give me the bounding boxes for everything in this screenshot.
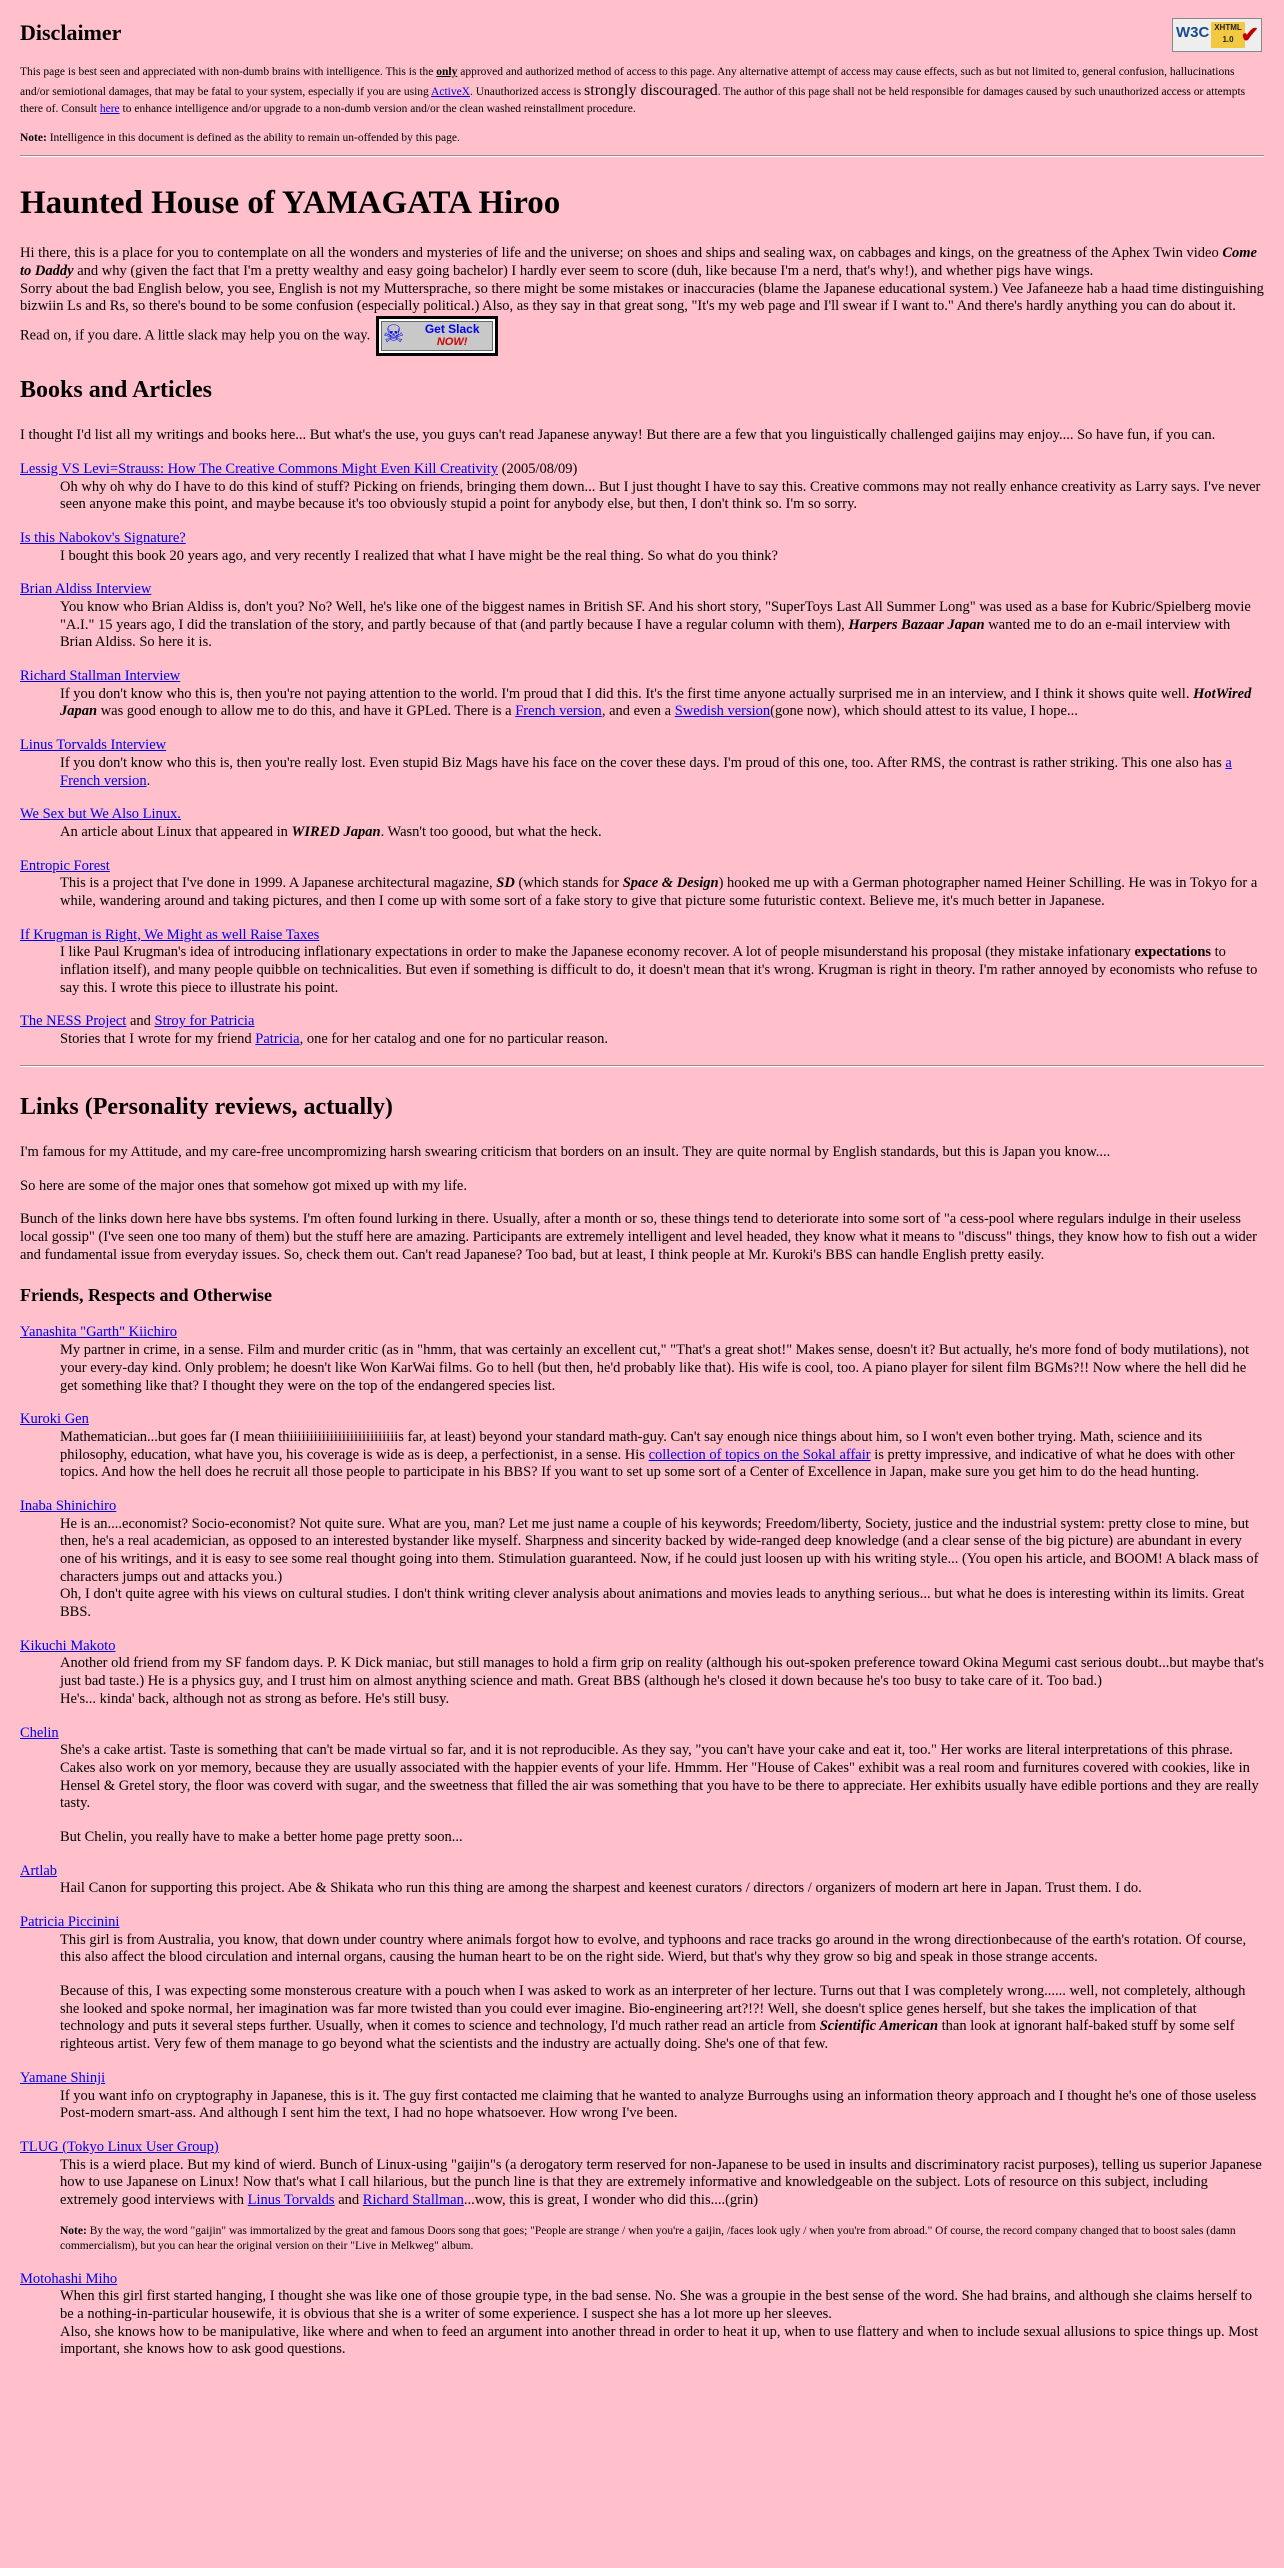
chelin-desc: She's a cake artist. Taste is something that can't be made virtual so far, and it is not reproducible. As they say, "you can't have your cake and eat it, too." Her works are literal interpretations of this phrase. Cakes also work on yor memory, because they are usually associated with the happier events of your life. Hmmm. Her "House of Cakes" exhibit was a real room and furnitures covered with cookies, like in Hensel & Gretel story, the floor was coverd with sugar, and the sweetness that filled the air was something that you have to be there to appreciate. Her exhibits usually have edible portions and they are really tasty. But Chelin, you really have to make a better home page pretty soon... bbox=[60, 1742, 1259, 1845]
rms-swedish-link[interactable]: Swedish version bbox=[674, 703, 771, 720]
artlab-desc: Hail Canon for supporting this project. Abe & Shikata who run this thing are among the sharpest and keenest curators / directors / organizers of modern art here in Japan. Trust them. I do. bbox=[60, 1880, 1142, 1897]
list-item bbox=[20, 581, 1264, 599]
books-list bbox=[20, 461, 1264, 1049]
list-item bbox=[20, 737, 1264, 755]
books-heading: Books and Articles bbox=[20, 376, 213, 403]
list-item bbox=[20, 2070, 1264, 2088]
miho-desc: When this girl first started hanging, I thought she was like one of those groupie type, in the bad sense. No. She was a groupie in the best sense of the word. She had brains, and although she claims herself to be a nothing-in-particular housewife, it is obvious that she is a writer of some experience. I suspect she has a lot more up her sleeves. Also, she knows how to be manipulative, like where and when to feed an argument into another thread in order to heat it up, when to use flattery and when to include sexual allusions to spice things up. Most important, she knows how to ask good questions. bbox=[60, 2288, 1259, 2358]
list-item bbox=[20, 2139, 1264, 2157]
kikuchi-desc: Another old friend from my SF fandom days. P. K Dick maniac, but still manages to hold a firm grip on reality (although his out-spoken preference toward Okina Megumi cast serious doubt...but maybe that's just bad taste.) He is a physics guy, and I trust him on almost anything science and math. Great BBS (although he's closed it down because he's too busy to take care of it. Too bad.) He's... kinda' back, although not as strong as before. He's still busy. bbox=[60, 1655, 1264, 1707]
intro-paragraph-2: Sorry about the bad English below, you see, English is not my Muttersprache, so there might be some mistakes or inaccuracies (blame the Japanese educational system.) Vee Jafaneeze hab a haad time distinguishing bizwiin Ls and Rs, so there's bound to be some confusion (especially political.) Also, as they say in that great song, "It's my web page and I'll swear if I want to." And there's hardly anything you can do about it. Read on, if you dare. A little slack may help you on the way. ☠ Get Slack NOW! bbox=[20, 281, 1264, 356]
links-paragraph-2: So here are some of the major ones that somehow got mixed up with my life. bbox=[20, 1177, 467, 1194]
here-link[interactable]: here bbox=[99, 102, 120, 115]
kiichiro-link[interactable]: Yanashita "Garth" Kiichiro bbox=[20, 1324, 177, 1341]
list-item bbox=[20, 1638, 1264, 1656]
w3c-xhtml-badge[interactable] bbox=[1172, 18, 1262, 52]
patricia-piccinini-link[interactable]: Patricia Piccinini bbox=[20, 1914, 120, 1931]
list-item: The NESS Project and Stroy for Patricia bbox=[20, 1013, 255, 1030]
divider bbox=[20, 155, 1264, 157]
page-title: Haunted House of YAMAGATA Hiroo bbox=[20, 184, 561, 221]
friends-heading: Friends, Respects and Otherwise bbox=[20, 1284, 272, 1305]
slack-label: Get Slack bbox=[424, 321, 480, 336]
links-paragraph-3: Bunch of the links down here have bbs systems. I'm often found lurking in there. Usually, after a month or so, these things tend to deteriorate into some sort of "a cess-pool where regulars indulge in their useless local gossip" (I've seen one too many of them) but the stuff here are amazing. Participants are extremely intelligent and level headed, they know what it means to "discuss" things, they know how to fish out a wider and fundamental issue from everyday issues. So, check them out. Can't read Japanese? Too bad, but at least, I think people at Mr. Kuroki's BBS can handle English pretty easily. bbox=[20, 1211, 1257, 1263]
strongly-discouraged: strongly discouraged bbox=[584, 82, 718, 100]
books-intro: I thought I'd list all my writings and books here... But what's the use, you guys can't read Japanese anyway! But there are a few that you linguistically challenged gaijins may enjoy.... So have fun, if you can. bbox=[20, 427, 1216, 444]
patricia-desc: This girl is from Australia, you know, that down under country where animals forgot how to evolve, and typhoons and race tracks go around in the wrong directionbecause of the earth's rotation. Of course, this also affect the blood circulation and internal organs, causing the human heart to be on the right side. Wierd, but that's why they grow so big and speak in those strange accents. Because of this, I was expecting some monsterous creature with a pouch when I was asked to work as an interpreter of her lecture. Turns out that I was completely wrong...... well, not completely, although she looked and spoke normal, her imagination was far more twisted than you could ever imagine. Bio-engineering art?!?! Well, she doesn't splice genes herself, but she takes the implication of that technology and puts it several steps further. Usually, when it comes to science and technology, I'd much rather read an article from Scientific American than look at ignorant half-baked stuff by some self righteous artist. Very few of them manage to go beyond what the scientists and the industry are actually doing. She's one of that few. bbox=[60, 1931, 1247, 2053]
aldiss-desc: You know who Brian Aldiss is, don't you? No? Well, he's like one of the biggest names in British SF. And his short story, "SuperToys Last All Summer Long" was used as a base for Kubric/Spielberg movie "A.I." 15 years ago, I did the translation of the story, and partly because of that (and partly because I have a regular column with them), Harpers Bazaar Japan wanted me to do an e-mail interview with Brian Aldiss. So here it is. bbox=[60, 599, 1251, 651]
yamane-link[interactable]: Yamane Shinji bbox=[20, 2069, 106, 2086]
lessig-desc: Oh why oh why do I have to do this kind of stuff? Picking on friends, bringing them down... But I just thought I have to say this. Creative commons may not really enhance creativity as Larry says. I've never seen anyone make this point, and maybe because it's too obviously stupid a point for anybody else, but then, I don't think so. I'm so sorry. bbox=[60, 478, 1261, 513]
links-heading: Links (Personality reviews, actually) bbox=[20, 1093, 393, 1120]
inaba-link[interactable]: Inaba Shinichiro bbox=[20, 1497, 117, 1514]
list-item bbox=[20, 806, 1264, 824]
intro bbox=[20, 245, 1264, 356]
gaijin-note: Note: By the way, the word "gaijin" was immortalized by the great and famous Doors song that goes; "People are strange / when you're a gaijin, /faces look ugly / when you're from abroad." Of course, the record company changed that to boost sales (damn commercialism), but you can hear the original version on their "Live in Melkweg" album. bbox=[60, 2224, 1236, 2253]
links-paragraph-1: I'm famous for my Attitude, and my care-free uncompromizing harsh swearing criticism that borders on an insult. They are quite normal by English standards, but this is Japan you know.... bbox=[20, 1144, 1111, 1161]
list-item bbox=[20, 927, 1264, 945]
yamane-desc: If you want info on cryptography in Japanese, this is it. The guy first contacted me claiming that he wanted to analyze Burroughs using an information theory approach and I thought he's one of those useless Post-modern smart-ass. And although I sent him the text, I had no hope whatsoever. How wrong I've been. bbox=[60, 2087, 1257, 2122]
tlug-desc: This is a wierd place. But my kind of wierd. Bunch of Linux-using "gaijin"s (a derogatory term reserved for non-Japanese to be used in insults and discriminatory racist purposes), telling us superior Japanese how to use Japanese on Linux! Now that's what I call hilarious, but the punch line is that they are extremely informative and knowledgeable on the subject. Lots of resource on this subject, including extremely good interviews with Linus Torvalds and Richard Stallman...wow, this is great, I wonder who did this....(grin) bbox=[60, 2156, 1262, 2208]
ness-desc: Stories that I wrote for my friend Patricia, one for her catalog and one for no particular reason. bbox=[60, 1031, 608, 1048]
stroy-link[interactable]: Stroy for Patricia bbox=[154, 1013, 255, 1030]
list-item bbox=[20, 1725, 1264, 1743]
intro-paragraph-1: Hi there, this is a place for you to contemplate on all the wonders and mysteries of life and the universe; on shoes and ships and sealing wax, on cabbages and kings, on the greatness of the Aphex Twin video Come to Daddy and why (given the fact that I'm a pretty wealthy and easy going bachelor) I hardly ever seem to score (duh, like because I'm a nerd, that's why!), and whether pigs have wings. bbox=[20, 245, 1257, 279]
list-item bbox=[20, 1914, 1264, 1932]
list-item bbox=[20, 2271, 1264, 2289]
inaba-desc: He is an....economist? Socio-economist? Not quite sure. What are you, man? Let me just name a couple of his keywords; Freedom/liberty, Society, justice and the industrial system: pretty close to mine, but then, he's a real academician, as opposed to an interested bystander like myself. Sharpness and sincerity backed by wide-ranged deep knowledge (and a clear sense of the big picture) are abundant in every one of his writings, and it is easy to see some real thought going into them. Stimulation guaranteed. Now, if he could just loosen up with his writing style... (You open his article, and BOOM! A black mass of characters jumps out and attacks you.) Oh, I don't quite agree with his views on cultural studies. I don't think writing clever analysis about animations and movies leads to anything serious... but what he does is interesting within its limits. Great BBS. bbox=[60, 1515, 1259, 1621]
list-item bbox=[20, 668, 1264, 686]
list-item bbox=[20, 1411, 1264, 1429]
tlug-rms-link[interactable]: Richard Stallman bbox=[362, 2191, 464, 2208]
list-item bbox=[20, 858, 1264, 876]
slack-now: NOW! bbox=[436, 335, 468, 348]
lessig-link[interactable]: Lessig VS Levi=Strauss: How The Creative Commons Might Even Kill Creativity bbox=[20, 460, 499, 477]
list-item: Lessig VS Levi=Strauss: How The Creative Commons Might Even Kill Creativity (2005/08/09) bbox=[20, 460, 578, 477]
list-item bbox=[20, 1863, 1264, 1881]
patricia-link[interactable]: Patricia bbox=[255, 1031, 300, 1048]
pipe-icon: ☠ bbox=[382, 321, 405, 348]
disclaimer-text: This page is best seen and appreciated with non-dumb brains with intelligence. This is the only approved and authorized method of access to this page. Any alternative attempt of access may cause effects, such as but not limited to, general confusion, hallucinations and/or semiotional damages, that may be fatal to your system, especially if you are using ActiveX. Unauthorized access is strongly discouraged. The author of this page shall not be held responsible for damages caused by such unauthorized access or attempts there of. Consult here to enhance intelligence and/or upgrade to a non-dumb version and/or the clean washed reinstallment procedure. bbox=[20, 65, 1246, 115]
friends-list bbox=[20, 1324, 1264, 2209]
list-item bbox=[20, 1498, 1264, 1516]
artlab-link[interactable]: Artlab bbox=[20, 1862, 58, 1879]
wesex-desc: An article about Linux that appeared in WIRED Japan. Wasn't too goood, but what the heck. bbox=[60, 823, 602, 840]
nabokov-link[interactable]: Is this Nabokov's Signature? bbox=[20, 529, 186, 546]
nabokov-desc: I bought this book 20 years ago, and very recently I realized that what I have might be the real thing. So what do you think? bbox=[60, 547, 778, 564]
kuroki-link[interactable]: Kuroki Gen bbox=[20, 1411, 89, 1428]
aldiss-link[interactable]: Brian Aldiss Interview bbox=[20, 581, 152, 598]
kikuchi-link[interactable]: Kikuchi Makoto bbox=[20, 1637, 116, 1654]
rms-link[interactable]: Richard Stallman Interview bbox=[20, 668, 181, 685]
list-item bbox=[20, 530, 1264, 548]
forest-desc: This is a project that I've done in 1999. A Japanese architectural magazine, SD (which stands for Space & Design) hooked me up with a German photographer named Heiner Schilling. He was in Tokyo for a while, wandering around and taking pictures, and then I come up with some sort of a fake story to give that picture some futuristic context. Believe me, it's much better in Japanese. bbox=[60, 875, 1258, 909]
forest-link[interactable]: Entropic Forest bbox=[20, 857, 110, 874]
w3c-logo: W3C bbox=[1176, 24, 1210, 41]
linus-desc: If you don't know who this is, then you're really lost. Even stupid Biz Mags have his face on the cover these days. I'm proud of this one, too. After RMS, the contrast is rather striking. This one also has a French version. bbox=[60, 754, 1232, 789]
miho-link[interactable]: Motohashi Miho bbox=[20, 2270, 118, 2287]
rms-desc: If you don't know who this is, then you're not paying attention to the world. I'm proud that I did this. It's the first time anyone actually surprised me in an interview, and I think it shows quite well. HotWired Japan was good enough to allow me to do this, and have it GPLed. There is a French version, and even a Swedish version(gone now), which should attest to its value, I hope... bbox=[60, 685, 1252, 720]
chelin-link[interactable]: Chelin bbox=[20, 1724, 59, 1741]
krugman-desc: I like Paul Krugman's idea of introducing inflationary expectations in order to make the Japanese economy recover. A lot of people misunderstand his proposal (they mistake infationary expectations to inflation itself), and many people quibble on technicalities. But even if something is difficult to do, it doesn't mean that it's wrong. Krugman is right in theory. I'm rather annoyed by economists who refuse to say this. I wrote this piece to illustrate his point. bbox=[60, 944, 1258, 996]
rms-french-link[interactable]: French version bbox=[515, 703, 602, 720]
tlug-link[interactable]: TLUG (Tokyo Linux User Group) bbox=[20, 2138, 219, 2155]
get-slack-button[interactable] bbox=[376, 316, 498, 356]
linus-link[interactable]: Linus Torvalds Interview bbox=[20, 737, 167, 754]
kiichiro-desc: My partner in crime, in a sense. Film and murder critic (as in "hmm, that was certainly an excellent cut," "That's a great shot!" Makes sense, doesn't it? But actually, he's more fond of body mutilations), not your every-day kind. Only problem; he doesn't like Won KarWai films. Go to hell (but then, he'd probably like that). His wife is cool, too. A piano player for silent film BGMs?!! Now where the hell did he get something like that? I thought they were on the top of the endangered species list. bbox=[60, 1342, 1250, 1394]
disclaimer-title: Disclaimer bbox=[20, 20, 122, 45]
linus-french-link[interactable]: a French version bbox=[60, 754, 1232, 789]
divider bbox=[20, 1065, 1264, 1067]
ness-link[interactable]: The NESS Project bbox=[20, 1013, 127, 1030]
krugman-link[interactable]: If Krugman is Right, We Might as well Raise Taxes bbox=[20, 926, 320, 943]
xhtml-label: XHTML 1.0 bbox=[1211, 22, 1245, 48]
checkmark-icon: ✔ bbox=[1240, 22, 1259, 47]
list-item bbox=[20, 1324, 1264, 1342]
kuroki-desc: Mathematician...but goes far (I mean thiiiiiiiiiiiiiiiiiiiiiiiiiiis far, at least) beyond your standard math-guy. Can't say enough nice things about him, so I won't even bother trying. Math, science and its philosophy, education, what have you, his coverage is wide as is deep, a perfectionist, in a sense. His collection of topics on the Sokal affair is pretty impressive, and indicative of what he does with other topics. And how the hell does he recruit all those people to participate in his BBS? If you want to set up some sort of a Center of Excellence in Japan, make sure you get him to do the head hunting. bbox=[60, 1428, 1235, 1481]
tlug-linus-link[interactable]: Linus Torvalds bbox=[247, 2191, 335, 2208]
friends-list-continued bbox=[20, 2271, 1264, 2359]
wesex-link[interactable]: We Sex but We Also Linux. bbox=[20, 806, 181, 823]
disclaimer-note: Note: Intelligence in this document is defined as the ability to remain un-offended by this page. bbox=[20, 132, 460, 145]
activex-link[interactable]: ActiveX bbox=[431, 86, 470, 99]
sokal-link[interactable]: collection of topics on the Sokal affair bbox=[648, 1446, 871, 1463]
